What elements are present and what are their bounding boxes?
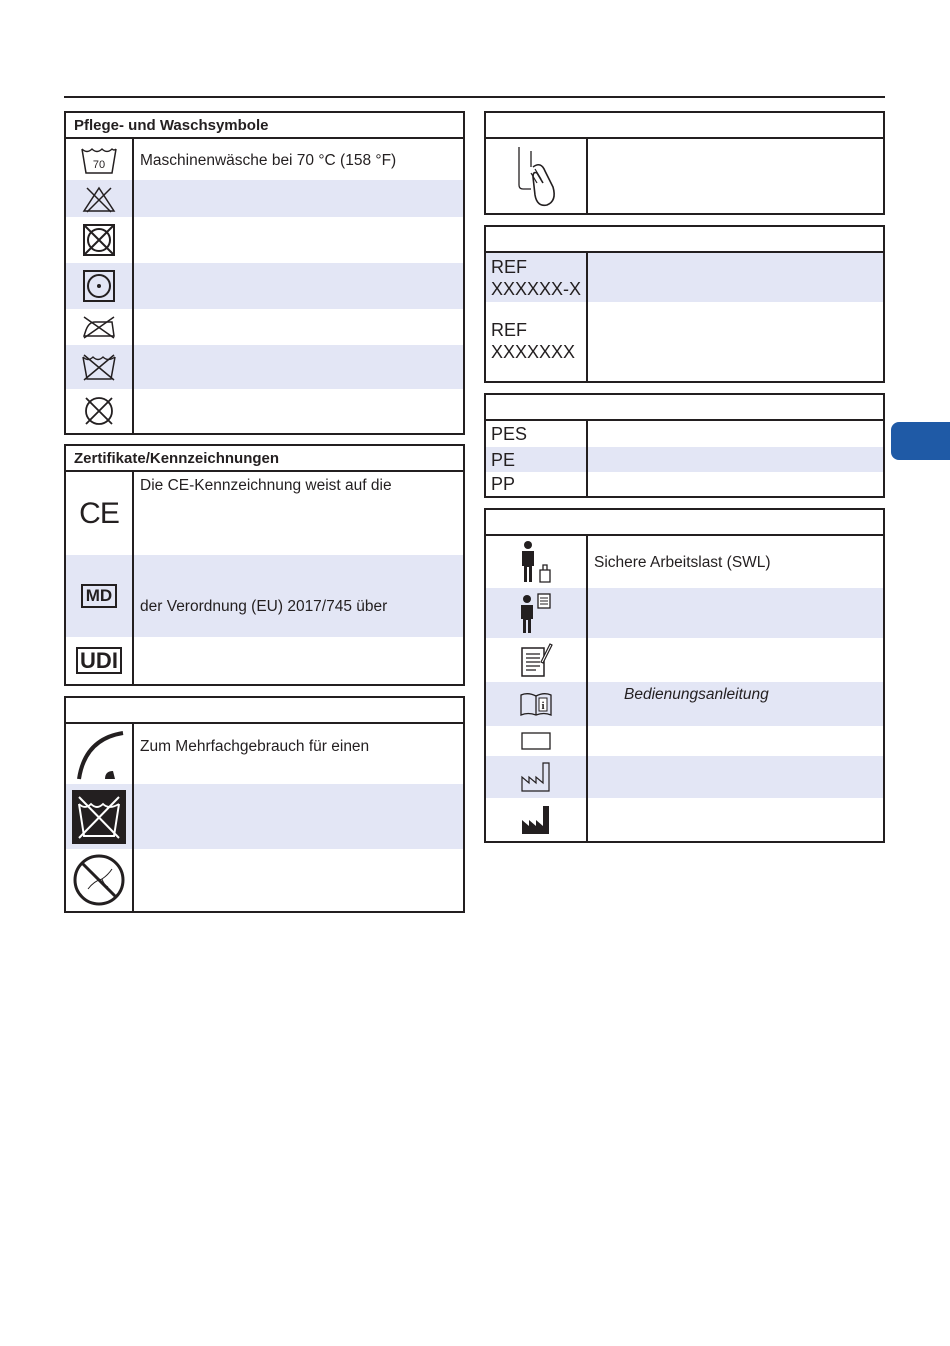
ref-code-cell-0 bbox=[486, 253, 588, 302]
table-row bbox=[486, 798, 883, 841]
table-row bbox=[66, 180, 463, 217]
record-form-icon bbox=[486, 638, 588, 682]
ref-table bbox=[484, 225, 885, 383]
ref-code-0-line1: REF bbox=[491, 257, 527, 277]
udi-icon bbox=[66, 637, 134, 684]
ce-mark-icon bbox=[66, 472, 134, 555]
manufacture-date-icon bbox=[486, 756, 588, 798]
tumble-dry-low-icon bbox=[66, 263, 134, 309]
table-row bbox=[486, 726, 883, 756]
material-code-cell-2 bbox=[486, 472, 588, 496]
ref-code-1-line2: XXXXXXX bbox=[491, 342, 576, 362]
table-row bbox=[66, 724, 463, 784]
table-row bbox=[66, 849, 463, 911]
clip-table bbox=[484, 111, 885, 215]
wash-temp-label: 70 bbox=[92, 158, 106, 171]
table-row bbox=[66, 389, 463, 433]
table-row bbox=[66, 345, 463, 389]
multi-patient-use-icon bbox=[66, 724, 134, 784]
table-row bbox=[486, 421, 883, 447]
patient-identifier-icon bbox=[486, 588, 588, 638]
certificates-header bbox=[66, 446, 463, 472]
material-code-pes: PES bbox=[491, 424, 528, 444]
chapter-tab bbox=[891, 422, 950, 460]
no-tumble-dry-icon bbox=[66, 217, 134, 263]
care-text-0: Maschinenwäsche bei 70 °C (158 °F) bbox=[140, 152, 397, 169]
materials-table bbox=[484, 393, 885, 498]
wash-70-icon bbox=[66, 139, 134, 180]
table-row bbox=[486, 638, 883, 682]
table-row bbox=[486, 756, 883, 798]
table-row bbox=[486, 302, 883, 381]
table-row bbox=[486, 253, 883, 302]
info-text-3: Bedienungsanleitung bbox=[624, 686, 769, 703]
info-symbols-header bbox=[486, 510, 883, 536]
care-symbols-title: Pflege- und Waschsymbole bbox=[74, 116, 269, 134]
udi-label: UDI bbox=[76, 647, 122, 674]
table-row bbox=[66, 139, 463, 180]
info-symbols-table bbox=[484, 508, 885, 843]
material-code-cell-1 bbox=[486, 447, 588, 472]
no-bleach-icon bbox=[66, 180, 134, 217]
usage-header bbox=[66, 698, 463, 724]
table-row bbox=[66, 784, 463, 849]
no-wash-inverted-icon bbox=[66, 784, 134, 849]
table-row bbox=[486, 588, 883, 638]
info-text-0: Sichere Arbeitslast (SWL) bbox=[594, 554, 771, 571]
ref-code-cell-1 bbox=[486, 302, 588, 381]
table-row bbox=[486, 139, 883, 213]
clip-header bbox=[486, 113, 883, 139]
table-row bbox=[66, 555, 463, 637]
materials-header bbox=[486, 395, 883, 421]
table-row bbox=[486, 447, 883, 472]
table-row bbox=[486, 682, 883, 726]
no-dry-clean-crossed-icon bbox=[66, 849, 134, 911]
no-iron-icon bbox=[66, 309, 134, 345]
table-row bbox=[486, 536, 883, 588]
instructions-icon bbox=[486, 682, 588, 726]
table-row bbox=[486, 472, 883, 496]
table-row bbox=[66, 217, 463, 263]
ref-header bbox=[486, 227, 883, 253]
blank-box-icon bbox=[486, 726, 588, 756]
material-code-cell-0 bbox=[486, 421, 588, 447]
no-wash-icon bbox=[66, 345, 134, 389]
ref-code-0-line2: XXXXXX-X bbox=[491, 279, 582, 299]
cert-text-0: Die CE-Kennzeichnung weist auf die bbox=[140, 477, 392, 494]
safe-working-load-icon bbox=[486, 536, 588, 588]
care-symbols-table bbox=[64, 111, 465, 435]
table-row bbox=[66, 472, 463, 555]
certificates-title: Zertifikate/Kennzeichnungen bbox=[74, 449, 280, 467]
certificates-table bbox=[64, 444, 465, 686]
manufacturer-icon bbox=[486, 798, 588, 841]
material-code-pp: PP bbox=[491, 474, 516, 494]
svg-text:i: i bbox=[541, 700, 545, 712]
cert-text-1: der Verordnung (EU) 2017/745 über bbox=[140, 598, 388, 615]
top-rule bbox=[64, 96, 885, 98]
material-code-pe: PE bbox=[491, 449, 516, 470]
usage-table bbox=[64, 696, 465, 913]
no-dry-clean-icon bbox=[66, 389, 134, 433]
table-row bbox=[66, 263, 463, 309]
md-icon bbox=[66, 555, 134, 637]
care-symbols-header bbox=[66, 113, 463, 139]
table-row bbox=[66, 309, 463, 345]
clip-attachment-icon bbox=[486, 139, 588, 213]
ce-mark-label: CE bbox=[79, 496, 119, 530]
usage-text-0: Zum Mehrfachgebrauch für einen bbox=[140, 738, 370, 755]
md-label: MD bbox=[81, 584, 117, 608]
table-row bbox=[66, 637, 463, 684]
ref-code-1-line1: REF bbox=[491, 320, 527, 340]
